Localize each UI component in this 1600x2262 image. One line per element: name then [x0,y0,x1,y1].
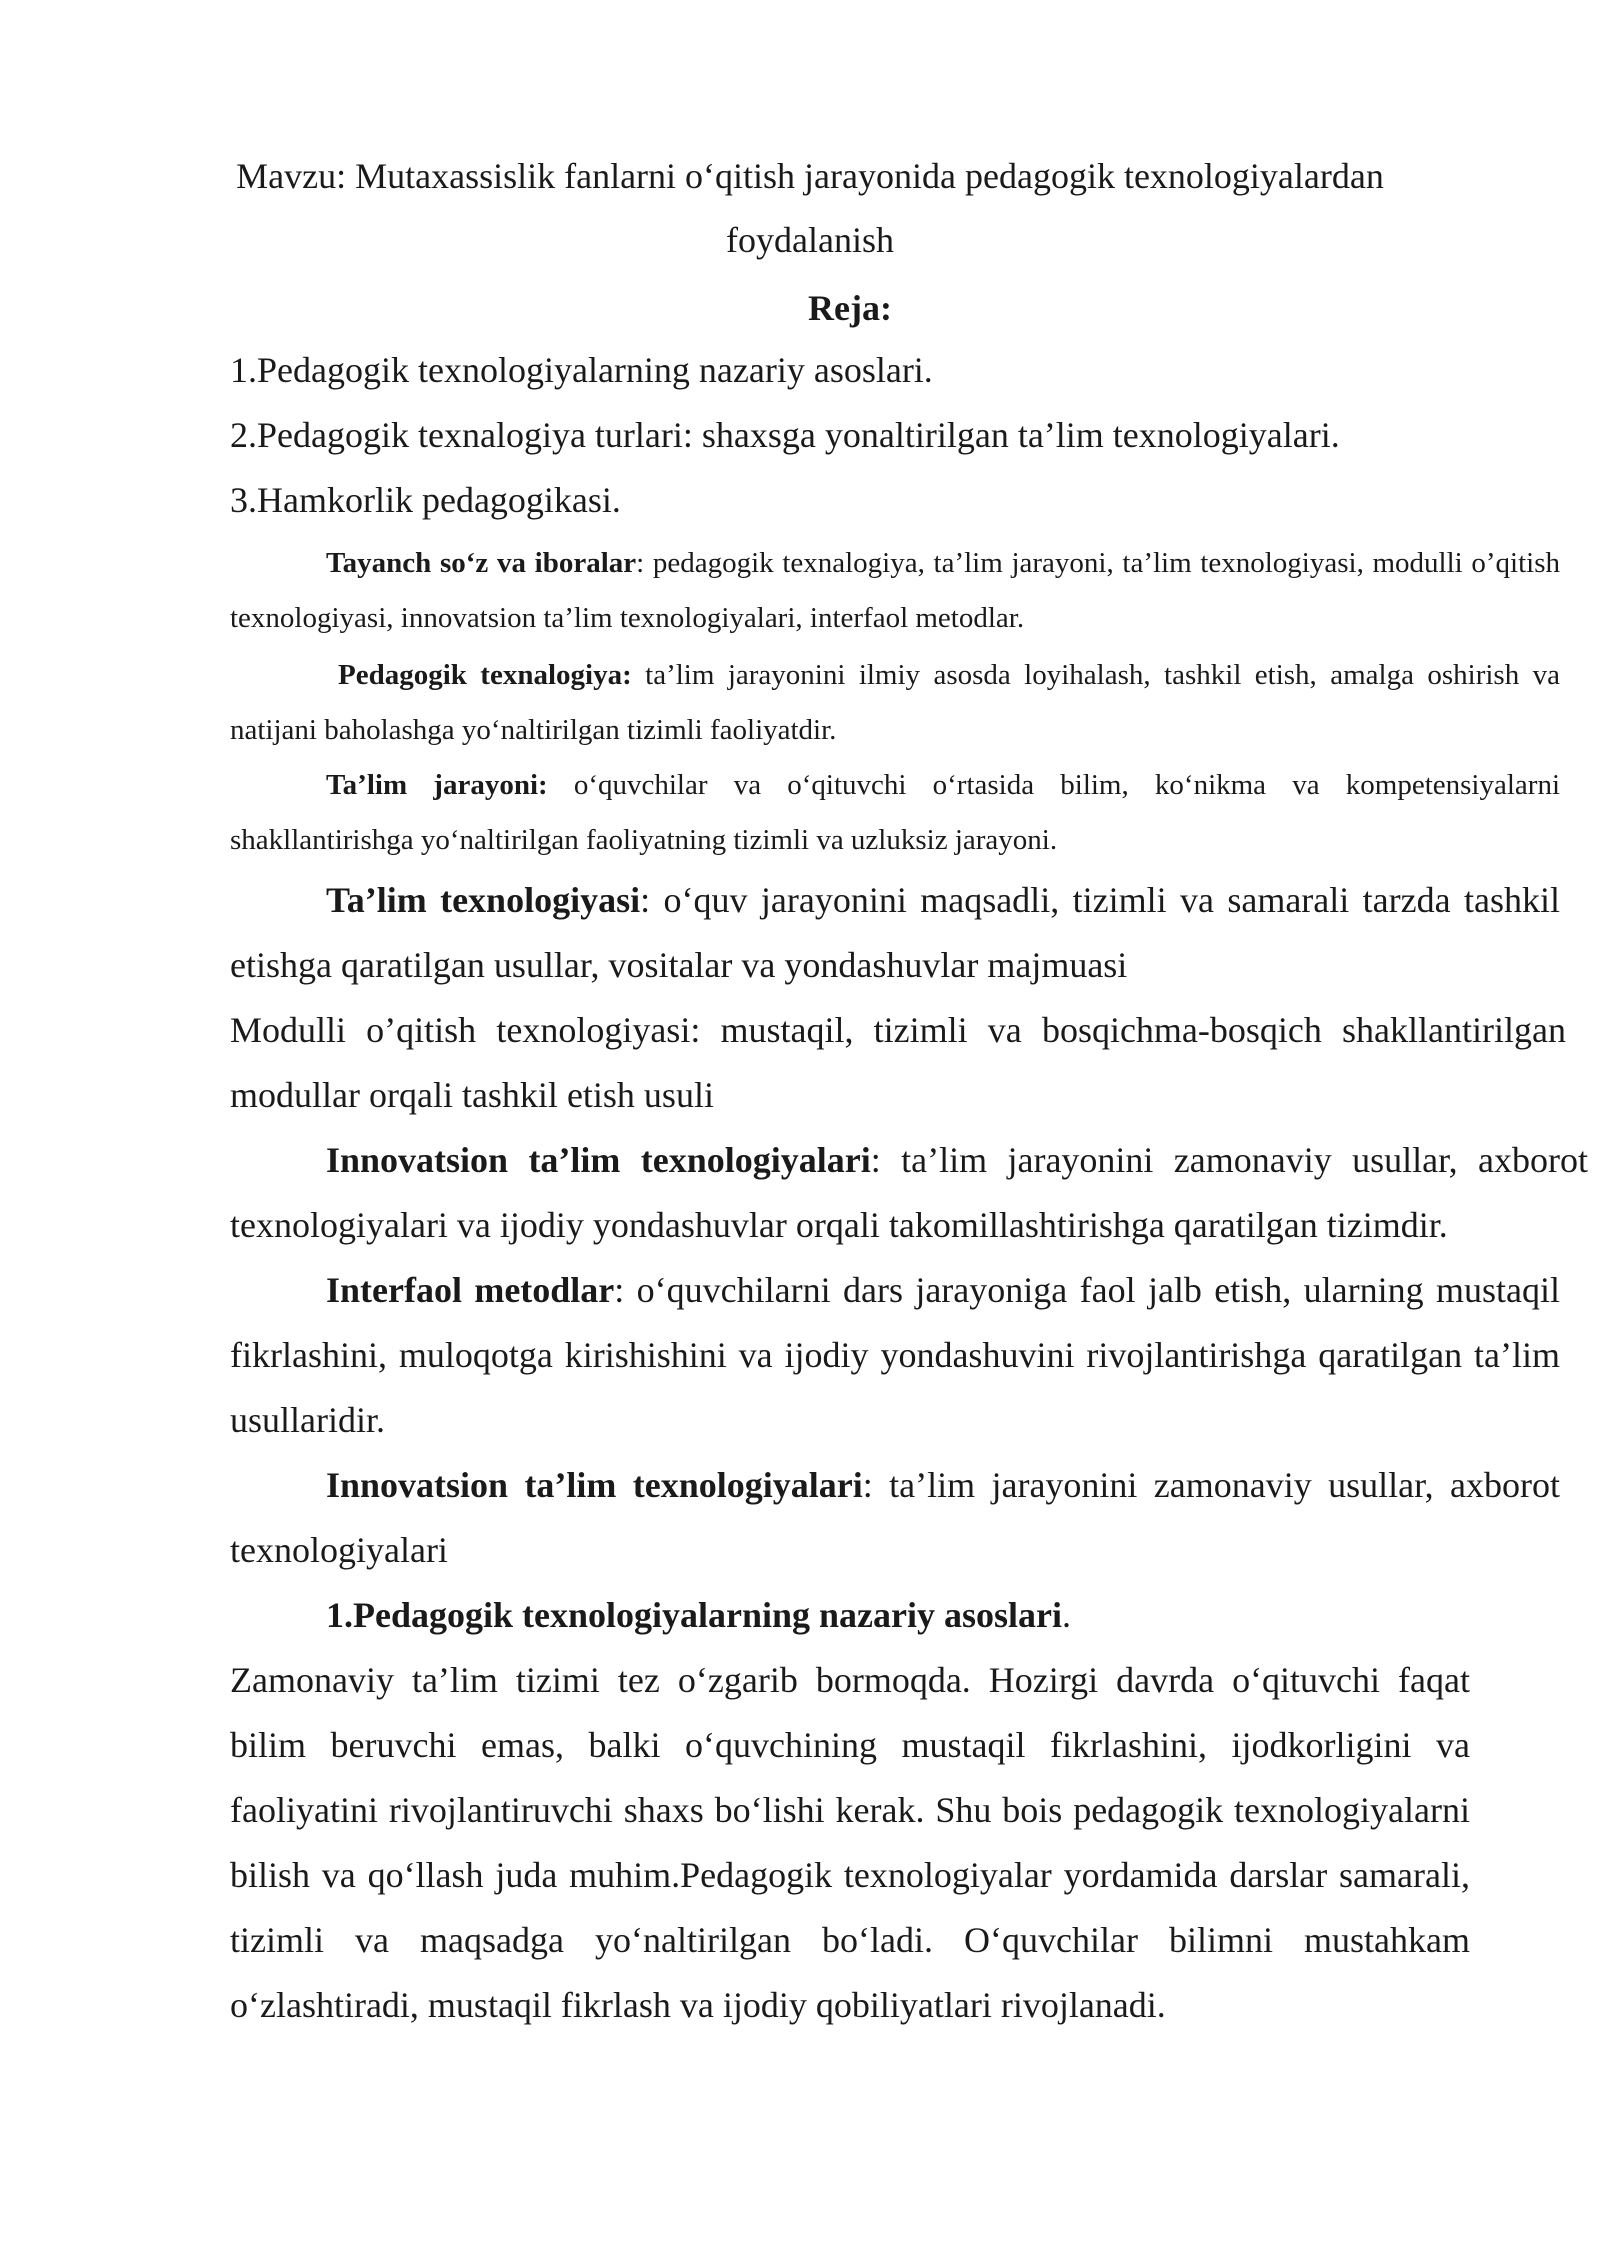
plan-item-2: 2.Pedagogik texnalogiya turlari: shaxsga yonaltirilgan ta’lim texnologiyalari. [230,415,1340,455]
definition-text: : o‘quv jarayonini maqsadli, tizimli va samarali tarzda tashkil etishga qaratilgan usullar, vositalar va yondashuvlar majmuasi [230,880,1560,985]
plan-item-3: 3.Hamkorlik pedagogikasi. [230,480,621,520]
definition-term: Pedagogik texnalogiya: [338,659,632,691]
document-title-line-1: Mavzu: Mutaxassislik fanlarni o‘qitish jarayonida pedagogik texnologiyalardan [236,156,1384,196]
definition-text: Modulli o’qitish texnologiyasi: mustaqil, tizimli va bosqichma-bosqich shakllantirilgan modullar orqali tashkil etish usuli [230,1010,1566,1115]
section-heading-text: . [1062,1595,1072,1635]
definition-text: : ta’lim jarayonini zamonaviy usullar, axborot texnologiyalari [230,1465,1560,1570]
definition-text: o‘quvchilar va o‘qituvchi o‘rtasida bilim, ko‘nikma va kompetensiyalarni shakllantirishga yo‘naltirilgan faoliyatning tizimli va uzluksiz jarayoni. [230,769,1560,856]
section-heading [230,1583,1560,1648]
keywords-term: Tayanch so‘z va iboralar [326,547,637,579]
definition-text: : ta’lim jarayonini zamonaviy usullar, axborot texnologiyalari va ijodiy yondashuvlar orqali takomillashtirishga qaratilgan tizimdir. [230,1140,1588,1245]
plan-heading: Reja: [808,288,892,328]
definition-term: Ta’lim texnologiyasi [326,880,641,920]
plan-item-1: 1.Pedagogik texnologiyalarning nazariy asoslari. [230,350,933,390]
definition-modulli [230,998,1566,1128]
definition-term: Innovatsion ta’lim texnologiyalari [326,1140,871,1180]
definition-pedagogik-texnalogiya [230,648,1560,758]
section-heading-term: 1.Pedagogik texnologiyalarning nazariy asoslari [326,1595,1063,1635]
definition-innovatsion-1 [230,1128,1588,1258]
keywords-paragraph [230,536,1560,646]
definition-interfaol [230,1258,1560,1453]
definition-term: Innovatsion ta’lim texnologiyalari [326,1465,863,1505]
keywords-text: : pedagogik texnalogiya, ta’lim jarayoni, ta’lim texnologiyasi, modulli o’qitish texnologiyasi, innovatsion ta’lim texnologiyalari, interfaol metodlar. [230,547,1561,634]
definition-text: : o‘quvchilarni dars jarayoniga faol jalb etish, ularning mustaqil fikrlashini, muloqotga kirishishini va ijodiy yondashuvini rivojlantirishga qaratilgan ta’lim usullaridir. [230,1270,1560,1440]
definition-term: Ta’lim jarayoni: [326,769,548,801]
body-paragraph: Zamonaviy ta’lim tizimi tez o‘zgarib bormoqda. Hozirgi davrda o‘qituvchi faqat bilim beruvchi emas, balki o‘quvchining mustaqil fikrlashini, ijodkorligini va faoliyatini rivojlantiruvchi shaxs bo‘lishi kerak. Shu bois pedagogik texnologiyalarni bilish va qo‘llash juda muhim.Pedagogik texnologiyalar yordamida darslar samarali, tizimli va maqsadga yo‘naltirilgan bo‘ladi. O‘quvchilar bilimni mustahkam o‘zlashtiradi, mustaqil fikrlash va ijodiy qobiliyatlari rivojlanadi. [230,1660,1470,2025]
document-title-line-2: foydalanish [726,220,894,260]
definition-innovatsion-2 [230,1453,1560,1583]
definition-text: ta’lim jarayonini ilmiy asosda loyihalash, tashkil etish, amalga oshirish va natijani baholashga yo‘naltirilgan tizimli faoliyatdir. [230,659,1560,746]
definition-talim-jarayoni [230,758,1560,868]
definition-talim-texnologiyasi [230,868,1560,998]
definition-term: Interfaol metodlar [326,1270,615,1310]
